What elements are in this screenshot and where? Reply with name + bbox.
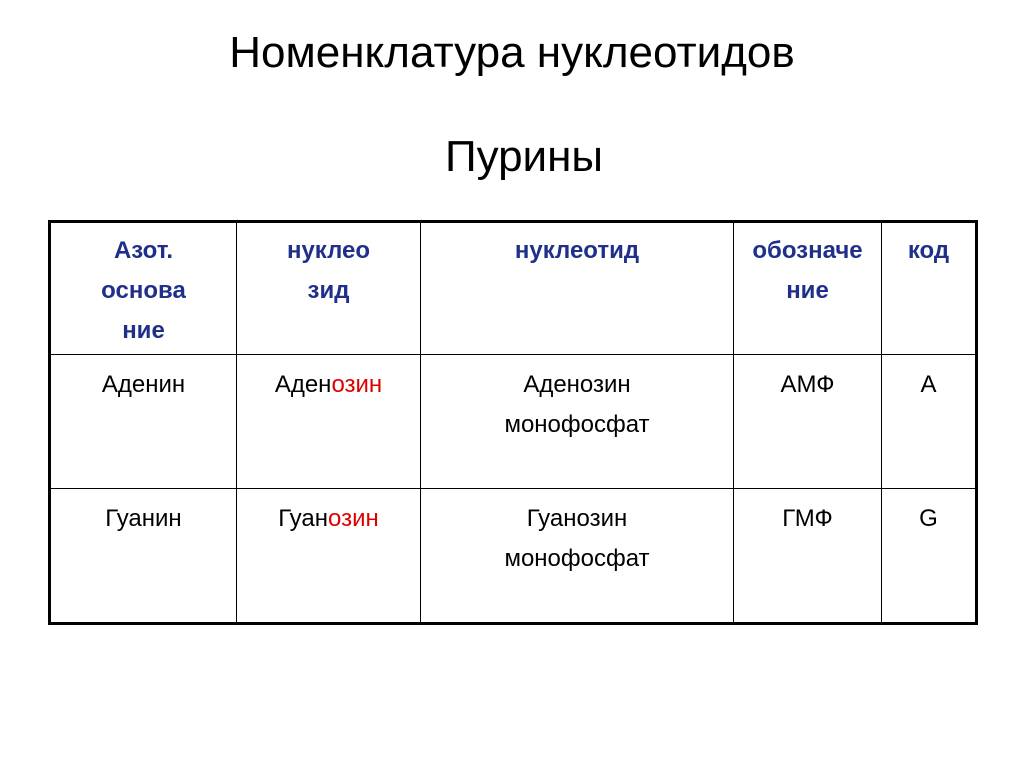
table-row	[50, 355, 977, 489]
header-line: нуклеотид	[514, 237, 640, 264]
cell-code	[882, 489, 977, 624]
slide-title: Номенклатура нуклеотидов	[229, 28, 795, 77]
code-value: G	[919, 505, 938, 532]
header-nucleotide	[421, 222, 734, 355]
cell-code	[882, 355, 977, 489]
header-line: нуклео	[286, 237, 371, 264]
nucleotide-line: Гуанозин	[526, 505, 628, 532]
nucleoside-stem: Аден	[274, 371, 332, 398]
nucleoside-suffix: озин	[331, 371, 383, 398]
slide-subtitle: Пурины	[444, 132, 604, 181]
header-code	[882, 222, 977, 355]
header-line: обозначе	[752, 237, 863, 264]
cell-base	[50, 489, 237, 624]
nucleotide-table	[48, 220, 978, 625]
header-line: код	[907, 237, 950, 264]
header-line: зид	[307, 277, 350, 304]
cell-designation	[734, 489, 882, 624]
designation-value: АМФ	[780, 371, 835, 398]
nucleotide-line: Аденозин	[523, 371, 631, 398]
header-line: ние	[786, 277, 829, 304]
base-name: Гуанин	[105, 505, 182, 532]
header-line: Азот.	[113, 237, 174, 264]
code-value: A	[920, 371, 937, 398]
cell-nucleoside	[237, 489, 421, 624]
nucleotide-line: монофосфат	[504, 411, 650, 438]
nucleoside-stem: Гуан	[278, 505, 328, 532]
table-row	[50, 489, 977, 624]
table-header-row	[50, 222, 977, 355]
cell-nucleotide	[421, 489, 734, 624]
header-line: основа	[101, 277, 186, 304]
base-name: Аденин	[101, 371, 186, 398]
cell-designation	[734, 355, 882, 489]
cell-nucleoside	[237, 355, 421, 489]
header-designation	[734, 222, 882, 355]
header-nitrogen-base	[50, 222, 237, 355]
cell-base	[50, 355, 237, 489]
cell-nucleotide	[421, 355, 734, 489]
header-line: ние	[122, 317, 165, 344]
nucleoside-suffix: озин	[327, 505, 379, 532]
nucleotide-line: монофосфат	[504, 545, 650, 572]
designation-value: ГМФ	[782, 505, 833, 532]
header-nucleoside	[237, 222, 421, 355]
